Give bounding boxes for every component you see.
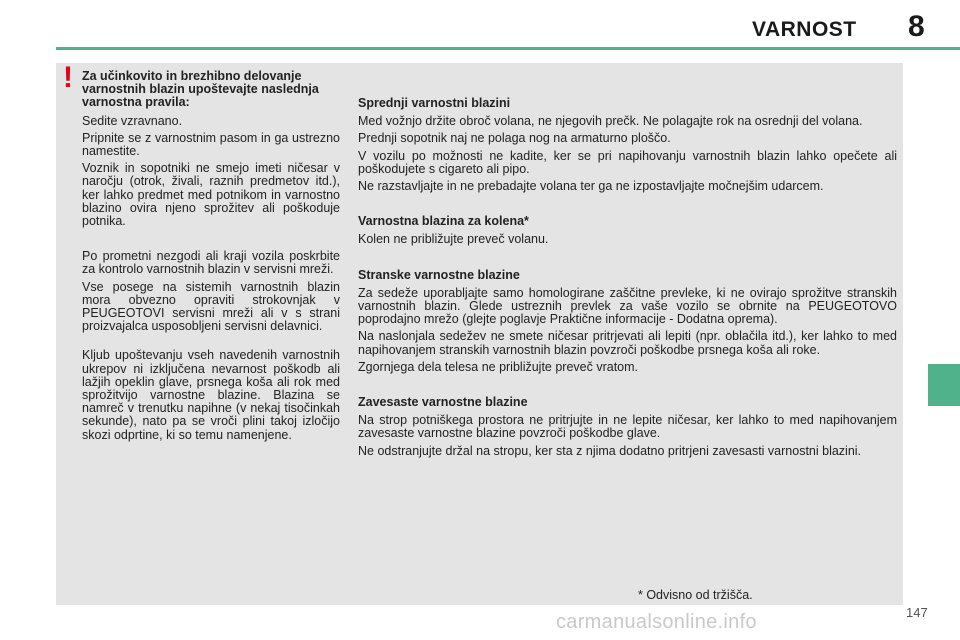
warning-paragraph: Voznik in sopotniki ne smejo imeti ničesar v naročju (otrok, živali, raznih predmetov itd.), ker lahko predmet med potnikom in varnostno blazino ovira njeno sprožitev ali poškoduje potnika. [82, 161, 340, 229]
section-heading-front-airbags: Sprednji varnostni blazini [358, 96, 511, 110]
watermark: carmanualsonline.info [556, 611, 757, 633]
page-title: VARNOST [752, 18, 857, 41]
warning-paragraph: Sedite vzravnano. [82, 113, 183, 128]
section-paragraph: Prednji sopotnik naj ne polaga nog na armaturno ploščo. [358, 131, 671, 146]
chapter-number: 8 [908, 10, 925, 43]
section-paragraph: Ne odstranjujte držal na stropu, ker sta z njima dodatno pritrjeni zavesasti varnostni blazini. [358, 443, 862, 458]
section-heading-knee-airbag: Varnostna blazina za kolena* [358, 214, 529, 229]
section-paragraph: Na strop potniškega prostora ne pritrjujte in ne lepite ničesar, ker lahko to med napihovanjem zavesaste varnostne blazine povzroči poškodbe glave. [358, 413, 897, 441]
warning-paragraph: Vse posege na sistemih varnostnih blazin mora obvezno opraviti strokovnjak v PEUGEOTOVI servisni mreži ali v s strani proizvajalca usposobljeni servisni delavnici. [82, 279, 340, 334]
section-paragraph: Med vožnjo držite obroč volana, ne njegovih prečk. Ne polagajte rok na osrednji del volana. [358, 114, 863, 129]
section-paragraph: Za sedeže uporabljajte samo homologirane zaščitne prevleke, ki ne ovirajo sprožitve stranskih varnostnih blazin. Glede ustreznih prevlek za vaše vozilo se obrnite na PEUGEOTOVO poprodajno mrežo (glejte poglavje Praktične informacije - Dodatna oprema). [358, 285, 897, 327]
section-heading-curtain-airbags: Zavesaste varnostne blazine [358, 395, 528, 410]
warning-heading: Za učinkovito in brezhibno delovanje varnostnih blazin upoštevajte naslednja varnostna pravila: [82, 69, 319, 110]
airbag-sections [358, 97, 897, 462]
warning-paragraph: Kljub upoštevanju vseh navedenih varnostnih ukrepov ni izključena nevarnost poškodb ali lažjih opeklin glave, prsnega koša ali rok med sprožitvijo varnostne blazine. Blazina se namreč v trenutku napihne (v nekaj tisočinkah sekunde), nato pa se vroči plini takoj izločijo skozi odprtine, ki so temu namenjene. [82, 348, 340, 442]
page-number: 147 [906, 605, 928, 620]
warning-paragraph: Po prometni nezgodi ali kraji vozila poskrbite za kontrolo varnostnih blazin v servisni mreži. [82, 249, 340, 277]
section-paragraph: Zgornjega dela telesa ne približujte preveč vratom. [358, 359, 639, 374]
warning-column [82, 70, 340, 446]
section-paragraph: Na naslonjala sedežev ne smete ničesar pritrjevati ali lepiti (npr. oblačila itd.), ker lahko to med napihovanjem stranskih varnostnih blazin povzroči poškodbe prsnega koša ali roke. [358, 329, 897, 357]
exclamation-icon: ! [63, 61, 73, 94]
header-divider [56, 47, 960, 50]
chapter-tab [928, 364, 960, 406]
section-paragraph: V vozilu po možnosti ne kadite, ker se pri napihovanju varnostnih blazin lahko opečete ali poškodujete s cigareto ali pipo. [358, 148, 897, 176]
footnote: * Odvisno od tržišča. [638, 588, 753, 602]
section-heading-side-airbags: Stranske varnostne blazine [358, 267, 520, 282]
section-paragraph: Ne razstavljajte in ne prebadajte volana ter ga ne izpostavljajte močnejšim udarcem. [358, 179, 824, 194]
warning-paragraph: Pripnite se z varnostnim pasom in ga ustrezno namestite. [82, 130, 340, 159]
section-paragraph: Kolen ne približujte preveč volanu. [358, 232, 549, 247]
